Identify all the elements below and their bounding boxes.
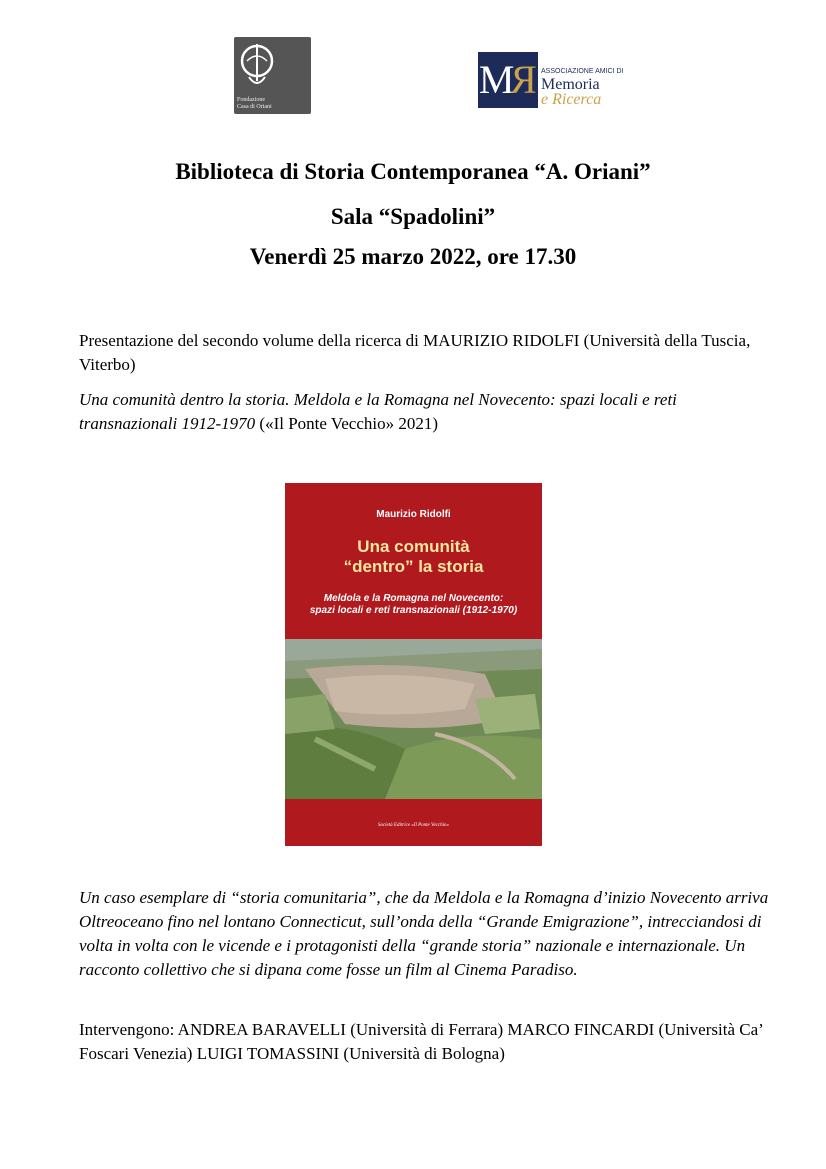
mr-monogram: MR — [478, 52, 538, 108]
book-cover — [285, 483, 542, 846]
venue-title: Biblioteca di Storia Contemporanea “A. Oriani” — [175, 159, 651, 184]
speakers-paragraph: Intervengono: ANDREA BARAVELLI (Università di Ferrara) MARCO FINCARDI (Università Ca’ Foscari Venezia) LUIGI TOMASSINI (Università di Bologna) — [79, 1020, 763, 1063]
ricerca-label: e Ricerca — [541, 91, 602, 108]
cover-subtitle — [285, 593, 542, 617]
room-title: Sala “Spadolini” — [330, 204, 496, 229]
book-reference — [79, 388, 759, 436]
associazione-label: ASSOCIAZIONE AMICI DI — [541, 68, 624, 75]
cover-title — [285, 537, 542, 577]
cover-title-line2: “dentro” la storia — [343, 557, 484, 576]
cover-author: Maurizio Ridolfi — [376, 509, 451, 520]
cover-title-line1: Una comunità — [357, 537, 470, 556]
cover-publisher: Società Editrice «Il Ponte Vecchio» — [377, 823, 450, 828]
cover-subtitle-line1: Meldola e la Romagna nel Novecento: — [323, 593, 504, 604]
intro-paragraph: Presentazione del secondo volume della ricerca di MAURIZIO RIDOLFI (Università della Tuscia, Viterbo) — [79, 331, 751, 374]
aerial-town-photo — [285, 639, 542, 799]
description-paragraph: Un caso esemplare di “storia comunitaria”, che da Meldola e la Romagna d’inizio Novecento arriva Oltreoceano fino nel lontano Connecticut, sull’onda della “Grande Emigrazione”, intrecciandosi di volta in volta con le vicende e i protagonisti della “grande storia” nazionale e internazionale. Un racconto collettivo che si dipana come fosse un film al Cinema Paradiso. — [79, 888, 769, 979]
book-publisher: («Il Ponte Vecchio» 2021) — [255, 414, 439, 433]
cover-subtitle-line2: spazi locali e reti transnazionali (1912-1970) — [309, 605, 518, 616]
fondazione-oriani-logo — [234, 37, 311, 114]
casa-oriani-label: Casa di Oriani — [237, 104, 272, 110]
memoria-label: Memoria — [541, 76, 600, 93]
fondazione-label: Fondazione — [237, 97, 265, 103]
book-title: Una comunità dentro la storia. Meldola e la Romagna nel Novecento: spazi locali e reti transnazionali 1912-1970 — [79, 390, 677, 433]
memoria-ricerca-logo — [478, 50, 624, 112]
event-date: Venerdì 25 marzo 2022, ore 17.30 — [249, 244, 577, 269]
oriani-emblem-icon — [237, 41, 277, 93]
